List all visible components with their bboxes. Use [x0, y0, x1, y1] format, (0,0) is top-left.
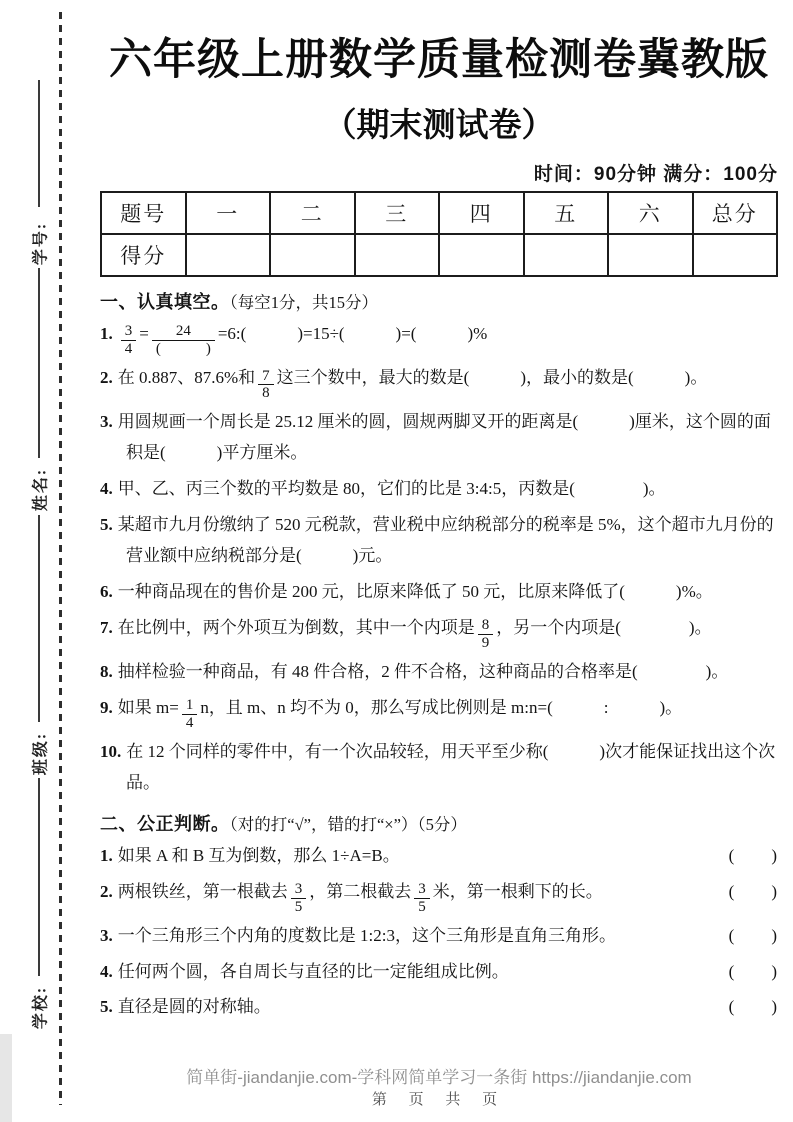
score-table-column-header: 一 — [186, 192, 271, 234]
fraction: $\frac{7}{8}$ — [258, 368, 274, 403]
seal-label: 班级: — [32, 731, 50, 776]
section2-questions — [100, 841, 778, 1024]
question-number: 8. — [100, 661, 113, 681]
question — [100, 577, 778, 608]
section1-note: （每空1分，共15分） — [229, 293, 378, 312]
question-number: 10. — [100, 741, 122, 761]
score-cell — [524, 234, 609, 276]
answer-blank: ( ) — [728, 961, 778, 981]
fraction: $\frac{1}{4}$ — [182, 697, 198, 732]
score-table-column-header: 三 — [355, 192, 440, 234]
question — [100, 693, 778, 732]
score-table-column-header: 五 — [524, 192, 609, 234]
question-number: 1. — [100, 324, 113, 343]
seal-writing-line — [38, 515, 40, 722]
score-cell — [439, 234, 524, 276]
score-table-column-header: 六 — [608, 192, 693, 234]
question — [100, 877, 778, 916]
question-number: 2. — [100, 881, 113, 901]
fraction: $\frac{3}{5}$ — [291, 881, 307, 916]
section2-title: 二、公正判断。 — [100, 813, 230, 834]
question — [100, 992, 778, 1023]
score-table-corner: 题号 — [101, 192, 186, 234]
question-text: 2. 在 0.887、87.6%和 $\frac{7}{8}$ 这三个数中，最大的数是( )，最小的数是( )。 — [100, 367, 708, 402]
seal-label: 学校: — [32, 985, 50, 1030]
score-cell — [693, 234, 778, 276]
question-number: 6. — [100, 581, 113, 601]
section-fill-blanks — [100, 288, 778, 799]
answer-blank: ( ) — [728, 881, 778, 901]
score-table — [100, 191, 778, 277]
question-text: 4. 任何两个圆，各自周长与直径的比一定能组成比例。 — [100, 961, 509, 981]
question-number: 2. — [100, 368, 113, 388]
answer-blank: ( ) — [728, 845, 778, 865]
question — [100, 957, 778, 988]
answer-blank: ( ) — [728, 997, 778, 1017]
question-text: 4. 甲、乙、丙三个数的平均数是 80，它们的比是 3:4:5，丙数是( )。 — [100, 478, 666, 498]
fraction: $\frac{24}{( )}$ — [152, 323, 215, 358]
question-text: 10. 在 12 个同样的零件中，有一个次品较轻，用天平至少称( )次才能保证找出这个次品。 — [100, 741, 776, 792]
question-text: 1. $\frac{3}{4}$ = $\frac{24}{( )}$ =6:( )=15÷( )=( )% — [100, 323, 488, 358]
score-table-header-row — [101, 192, 777, 234]
question-text: 6. 一种商品现在的售价是 200 元，比原来降低了 50 元，比原来降低了( )%。 — [100, 581, 713, 601]
question — [100, 319, 778, 358]
section1-heading — [100, 288, 778, 314]
question — [100, 921, 778, 952]
question-text: 3. 一个三角形三个内角的度数比是 1:2:3，这个三角形是直角三角形。 — [100, 925, 616, 945]
score-table-score-row — [101, 234, 777, 276]
score-table-column-header: 总分 — [693, 192, 778, 234]
question-number: 1. — [100, 845, 113, 865]
scan-artifact — [0, 1034, 12, 1122]
question-text: 5. 某超市九月份缴纳了 520 元税款，营业税中应纳税部分的税率是 5%，这个超市九月份的营业额中应纳税部分是( )元。 — [100, 514, 774, 565]
paper-title: 六年级上册数学质量检测卷冀教版 — [109, 36, 769, 84]
question-number: 3. — [100, 412, 113, 432]
question — [100, 510, 778, 572]
footer-watermark: 简单街-jiandanjie.com-学科网简单学习一条街 https://jiandanjie.com — [186, 1068, 692, 1087]
section-true-false — [100, 810, 778, 1024]
seal-label: 学号: — [32, 221, 50, 266]
question-number: 5. — [100, 997, 113, 1017]
question — [100, 474, 778, 505]
question-text: 1. 如果 A 和 B 互为倒数，那么 1÷A=B。 — [100, 845, 400, 865]
question — [100, 657, 778, 688]
seal-writing-line — [38, 80, 40, 207]
score-table-column-header: 二 — [270, 192, 355, 234]
section1-title: 一、认真填空。 — [100, 292, 230, 312]
question — [100, 737, 778, 799]
seal-writing-line — [38, 268, 40, 458]
answer-blank: ( ) — [728, 925, 778, 945]
score-cell — [355, 234, 440, 276]
paper-main-column — [100, 26, 778, 1028]
question-text: 3. 用圆规画一个周长是 25.12 厘米的圆，圆规两脚叉开的距离是( )厘米，这个圆的面积是( )平方厘米。 — [100, 412, 771, 463]
question-text: 7. 在比例中，两个外项互为倒数，其中一个内项是 $\frac{8}{9}$ ，另一个内项是( )。 — [100, 617, 712, 651]
fraction: $\frac{8}{9}$ — [478, 617, 494, 652]
question-number: 3. — [100, 925, 113, 945]
question — [100, 363, 778, 402]
score-table-column-header: 四 — [439, 192, 524, 234]
seal-label: 姓名: — [32, 467, 50, 512]
question-number: 7. — [100, 617, 113, 637]
footer-page-number: 第 页 共 页 — [371, 1092, 507, 1108]
question-text: 9. 如果 m= $\frac{1}{4}$ n，且 m、n 均不为 0，那么写成比例则是 m:n=( : )。 — [100, 697, 683, 731]
fraction: $\frac{3}{5}$ — [414, 881, 430, 916]
paper-subtitle: （期末测试卷） — [323, 106, 555, 143]
score-cell — [608, 234, 693, 276]
score-cell — [186, 234, 271, 276]
question-text: 5. 直径是圆的对称轴。 — [100, 997, 271, 1017]
question — [100, 613, 778, 652]
time-score-info: 时间：90分钟 满分：100分 — [533, 164, 778, 185]
question-text: 8. 抽样检验一种商品，有 48 件合格，2 件不合格，这种商品的合格率是( )。 — [100, 661, 729, 681]
question — [100, 841, 778, 872]
section2-heading — [100, 810, 778, 836]
question-number: 4. — [100, 478, 113, 498]
score-row-label: 得分 — [101, 234, 186, 276]
question-text: 2. 两根铁丝，第一根截去 $\frac{3}{5}$ ，第二根截去 $\frac{3}{5}$ 米，第一根剩下的长。 — [100, 881, 603, 915]
question-number: 5. — [100, 514, 113, 534]
seal-writing-line — [38, 778, 40, 976]
question-number: 4. — [100, 961, 113, 981]
seal-dashed-line — [59, 12, 62, 1105]
section1-questions — [100, 319, 778, 799]
question — [100, 407, 778, 469]
section2-note: （对的打“√”，错的打“×”）（5分） — [229, 814, 467, 834]
question-number: 9. — [100, 697, 113, 717]
fraction: $\frac{3}{4}$ — [121, 323, 137, 358]
score-cell — [270, 234, 355, 276]
